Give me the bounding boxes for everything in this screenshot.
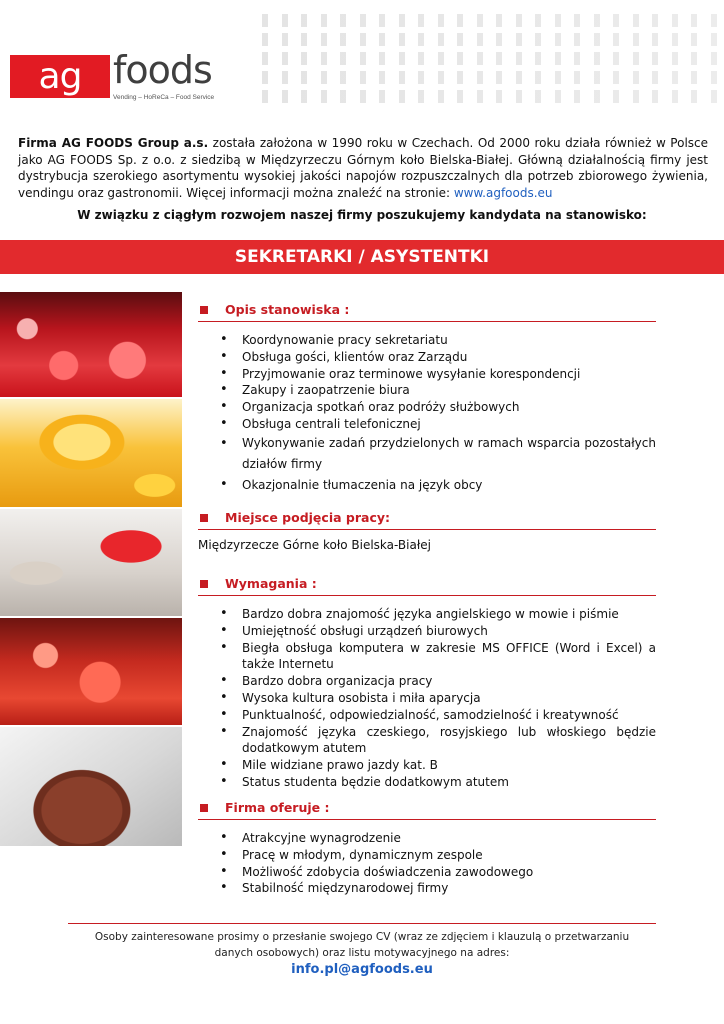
decorative-dot-column <box>379 14 385 106</box>
list-item: • Organizacja spotkań oraz podróży służbowych <box>198 399 656 416</box>
section-requirements <box>198 576 656 791</box>
list-item: • Umiejętność obsługi urządzeń biurowych <box>198 623 656 640</box>
seeking-heading: W związku z ciągłym rozwojem naszej firmy poszukujemy kandydata na stanowisko: <box>77 208 647 222</box>
decorative-dot-column <box>282 14 288 106</box>
section-header <box>198 800 656 820</box>
list-item: • Bardzo dobra znajomość języka angielskiego w mowie i piśmie <box>198 606 656 623</box>
square-bullet-icon <box>200 804 208 812</box>
decorative-dot-column <box>360 14 366 106</box>
company-name: Firma AG FOODS Group a.s. <box>18 136 209 150</box>
decorative-dot-column <box>321 14 327 106</box>
list-item: • Biegła obsługa komputera w zakresie MS OFFICE (Word i Excel) a także Internetu <box>198 640 656 674</box>
section-title: Wymagania : <box>225 576 317 591</box>
strawberry-drink-photo <box>0 292 182 397</box>
decorative-dot-column <box>633 14 639 106</box>
list-item: • Stabilność międzynarodowej firmy <box>198 880 656 897</box>
square-bullet-icon <box>200 514 208 522</box>
section-title: Firma oferuje : <box>225 800 330 815</box>
list-item: • Przyjmowanie oraz terminowe wysyłanie korespondencji <box>198 366 656 383</box>
decorative-dot-column <box>555 14 561 106</box>
duties-list <box>198 332 656 494</box>
decorative-dot-column <box>574 14 580 106</box>
list-item: • Wysoka kultura osobista i miła aparycja <box>198 690 656 707</box>
decorative-dot-column <box>457 14 463 106</box>
logo-foods-text: foods <box>113 48 212 92</box>
list-item: • Możliwość zdobycia doświadczenia zawodowego <box>198 864 656 881</box>
decorative-dot-column <box>496 14 502 106</box>
footer-divider <box>68 923 656 924</box>
decorative-dot-pattern <box>262 14 724 106</box>
intro-text: została założona w 1990 roku w Czechach. Od 2000 roku działa również w Polsce jako AG FOODS Sp. z o.o. z siedzibą w Międzyrzeczu Górnym koło Bielska-Białej. Główną działalnością firmy jest dystrybucja szerokiego asortymentu wysokiej jakości napojów rozpuszczalnych dla potrzeb zbiorowego żywienia, vendingu oraz gastronomii. Więcej informacji można znaleźć na stronie: <box>18 136 709 200</box>
section-header <box>198 576 656 596</box>
list-item: • Okazjonalnie tłumaczenia na język obcy <box>198 477 656 494</box>
offers-list <box>198 830 656 897</box>
contact-email-link[interactable]: info.pl@agfoods.eu <box>291 962 433 977</box>
section-company-offers <box>198 800 656 897</box>
decorative-dot-column <box>340 14 346 106</box>
strawberry-dessert-photo <box>0 509 182 616</box>
list-item: • Punktualność, odpowiedzialność, samodzielność i kreatywność <box>198 707 656 724</box>
logo-ag-text: ag <box>38 56 82 97</box>
list-item: • Koordynowanie pracy sekretariatu <box>198 332 656 349</box>
section-header <box>198 302 656 322</box>
list-item: • Zakupy i zaopatrzenie biura <box>198 382 656 399</box>
photo-column <box>0 292 182 846</box>
job-title-banner: SEKRETARKI / ASYSTENTKI <box>0 240 724 274</box>
list-item: • Obsługa centrali telefonicznej <box>198 416 656 433</box>
section-work-location <box>198 510 656 552</box>
decorative-dot-column <box>613 14 619 106</box>
decorative-dot-column <box>535 14 541 106</box>
list-item: • Wykonywanie zadań przydzielonych w ramach wsparcia pozostałych działów firmy <box>198 433 656 475</box>
decorative-dot-column <box>711 14 717 106</box>
decorative-dot-column <box>418 14 424 106</box>
list-item: • Atrakcyjne wynagrodzenie <box>198 830 656 847</box>
decorative-dot-column <box>516 14 522 106</box>
square-bullet-icon <box>200 306 208 314</box>
list-item: • Bardzo dobra organizacja pracy <box>198 673 656 690</box>
decorative-dot-column <box>594 14 600 106</box>
list-item: • Znajomość języka czeskiego, rosyjskiego lub włoskiego będzie dodatkowym atutem <box>198 724 656 758</box>
orange-slice-photo <box>0 399 182 507</box>
section-title: Opis stanowiska : <box>225 302 350 317</box>
decorative-dot-column <box>691 14 697 106</box>
decorative-dot-column <box>301 14 307 106</box>
list-item: • Status studenta będzie dodatkowym atutem <box>198 774 656 791</box>
decorative-dot-column <box>262 14 268 106</box>
agfoods-logo <box>10 48 225 103</box>
list-item: • Obsługa gości, klientów oraz Zarządu <box>198 349 656 366</box>
square-bullet-icon <box>200 580 208 588</box>
fruit-juice-photo <box>0 618 182 725</box>
list-item: • Mile widziane prawo jazdy kat. B <box>198 757 656 774</box>
requirements-list <box>198 606 656 791</box>
decorative-dot-column <box>652 14 658 106</box>
decorative-dot-column <box>477 14 483 106</box>
cocoa-spoon-photo <box>0 727 182 846</box>
decorative-dot-column <box>672 14 678 106</box>
decorative-dot-column <box>399 14 405 106</box>
company-website-link[interactable]: www.agfoods.eu <box>453 185 553 200</box>
section-title: Miejsce podjęcia pracy: <box>225 510 390 525</box>
section-header <box>198 510 656 530</box>
logo-tagline: Vending – HoReCa – Food Service <box>113 94 215 101</box>
section-job-description <box>198 302 656 494</box>
company-intro <box>18 135 708 201</box>
decorative-dot-column <box>438 14 444 106</box>
work-location-text: Międzyrzecze Górne koło Bielska-Białej <box>198 538 431 552</box>
footer-instructions: Osoby zainteresowane prosimy o przesłanie swojego CV (wraz ze zdjęciem i klauzulą o przetwarzaniu danych osobowych) oraz listu motywacyjnego na adres: <box>94 931 630 959</box>
list-item: • Pracę w młodym, dynamicznym zespole <box>198 847 656 864</box>
